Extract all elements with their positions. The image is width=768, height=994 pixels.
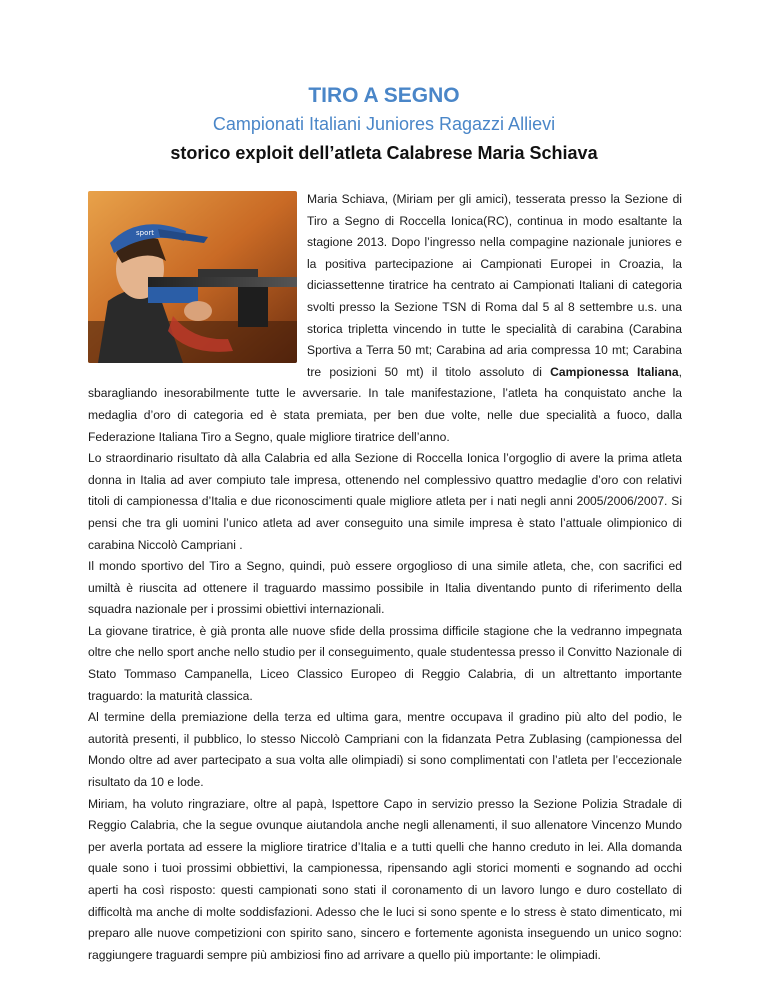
paragraph-4: La giovane tiratrice, è già pronta alle nuove sfide della prossima difficile stagione che la vedranno impegnata oltre che nello sport anche nello studio per il conseguimento, quale studentessa presso il Convitto Nazionale di Stato Tommaso Campanella, Liceo Classico Europeo di Reggio Calabria, di un altrettanto importante traguardo: la maturità classica. xyxy=(88,623,682,703)
paragraph-2: Lo straordinario risultato dà alla Calabria ed alla Sezione di Roccella Ionica l’orgoglio di avere la prima atleta donna in Italia ad aver compiuto tale impresa, ottenendo nel complessivo quattro medaglie d’oro con relativi titoli di campionessa d’Italia e due riconoscimenti quale migliore atleta per i nati negli anni 2005/2006/2007. Si pensi che tra gli uomini l’unico atleta ad aver conseguito una simile impresa è stato l’attuale olimpionico di carabina Niccolò Campriani . xyxy=(88,451,682,552)
paragraph-1-text-b: , sbaragliando inesorabilmente tutte le avversarie. In tale manifestazione, l’atleta ha conquistato anche la medaglia d’oro di categoria ed è stata premiata, per ben due volte, nelle due specialità a fuoco, dalla Federazione Italiana Tiro a Segno, quale migliore tiratrice dell’anno. xyxy=(88,364,682,444)
article-body xyxy=(88,189,682,966)
paragraph-6: Miriam, ha voluto ringraziare, oltre al papà, Ispettore Capo in servizio presso la Sezione Polizia Stradale di Reggio Calabria, che la segue ovunque aiutandola anche negli allenamenti, il suo allenatore Vincenzo Mundo per averla portata ad essere la migliore tiratrice d’Italia e a tutti quelli che hanno creduto in lei. Alla domanda quale sono i tuoi prossimi obbiettivi, la campionessa, ripensando agli storici momenti e sognando ad occhi aperti ha così risposto: questi campionati sono stati il coronamento di un lavoro lungo e duro costellato di difficoltà ma anche di molte soddisfazioni. Adesso che le luci si sono spente e lo stress è stato dimenticato, mi preparo alle nuove competizioni con spirito sano, sincero e fortemente agonista inseguendo un unico sogno: raggiungere traguardi sempre più ambiziosi fino ad arrivare a quello più importante: le olimpiadi. xyxy=(88,796,682,962)
svg-text:sport: sport xyxy=(136,229,154,237)
athlete-photo xyxy=(88,191,297,363)
article-headline: storico exploit dell’atleta Calabrese Maria Schiava xyxy=(170,143,598,163)
page-title: TIRO A SEGNO xyxy=(308,84,460,107)
page-subtitle: Campionati Italiani Juniores Ragazzi Allievi xyxy=(212,114,556,134)
paragraph-5: Al termine della premiazione della terza ed ultima gara, mentre occupava il gradino più alto del podio, le autorità presenti, il pubblico, lo stesso Niccolò Campriani con la fidanzata Petra Zublasing (campionessa del Mondo oltre ad aver partecipato a sua volta alle olimpiadi) si sono complimentati con l’atleta per l’eccezionale risultato da 10 e lode. xyxy=(88,710,682,790)
paragraph-3: Il mondo sportivo del Tiro a Segno, quindi, può essere orgoglioso di una simile atleta, che, con sacrifici ed umiltà è riuscita ad ottenere il traguardo massimo possibile in Italia diventando punto di riferimento della squadra nazionale per i prossimi obiettivi internazionali. xyxy=(88,559,682,617)
paragraph-1-text-a: Maria Schiava, (Miriam per gli amici), tesserata presso la Sezione di Tiro a Segno di Roccella Ionica(RC), continua in modo esaltante la stagione 2013. Dopo l’ingresso nella compagine nazionale juniores e la positiva partecipazione ai Campionati Europei in Croazia, la diciassettenne tiratrice ha centrato ai Campionati Italiani di categoria svolti presso la Sezione TSN di Roma dal 5 al 8 settembre u.s. una storica tripletta vincendo in tutte le specialità di carabina (Carabina Sportiva a Terra 50 mt; Carabina ad aria compressa 10 mt; Carabina tre posizioni 50 mt) il titolo assoluto di xyxy=(307,192,682,379)
champion-title-bold: Campionessa Italiana xyxy=(550,364,679,379)
athlete-photo-image xyxy=(88,191,297,363)
